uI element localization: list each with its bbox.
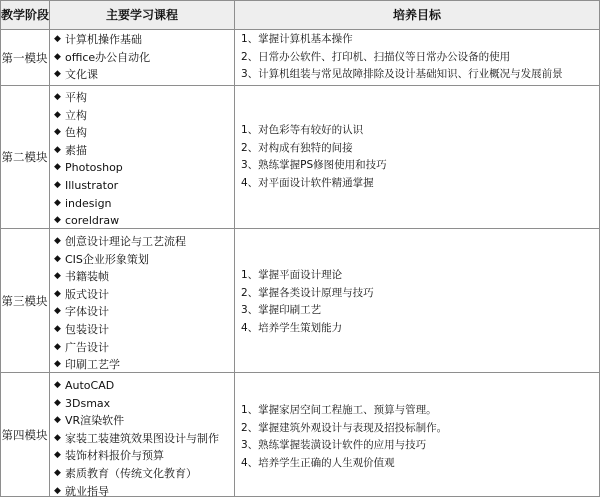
diamond-bullet-icon: ◆ [54,127,61,138]
goal-item: 2、日常办公软件、打印机、扫描仪等日常办公设备的使用 [241,50,511,63]
course-item: ◆ 素质教育（传统文化教育） [54,465,234,483]
border-header [0,29,600,30]
course-list-module-3 [54,233,234,374]
goal-item: 4、培养学生策划能力 [241,321,343,334]
diamond-bullet-icon: ◆ [54,179,61,190]
diamond-bullet-icon: ◆ [54,415,61,426]
diamond-bullet-icon: ◆ [54,341,61,352]
diamond-bullet-icon: ◆ [54,51,61,62]
course-item: ◆ 版式设计 [54,286,234,304]
diamond-bullet-icon: ◆ [54,109,61,120]
course-item: ◆ 平构 [54,89,234,107]
diamond-bullet-icon: ◆ [54,306,61,317]
diamond-bullet-icon: ◆ [54,485,61,496]
diamond-bullet-icon: ◆ [54,359,61,370]
diamond-bullet-icon: ◆ [54,271,61,282]
course-item: ◆ CIS企业形象策划 [54,251,234,269]
goal-item: 1、掌握计算机基本操作 [241,33,353,45]
course-item: ◆ 立构 [54,107,234,125]
border-row-1 [0,85,600,86]
diamond-bullet-icon: ◆ [54,215,61,226]
goal-item: 2、掌握各类设计原理与技巧 [241,286,374,299]
course-item: ◆ 书籍装帧 [54,268,234,286]
stage-label-module-4: 第四模块 [1,427,48,442]
diamond-bullet-icon: ◆ [54,397,61,408]
course-item: ◆ 字体设计 [54,303,234,321]
course-item: ◆ 家装工装建筑效果图设计与制作 [54,430,234,448]
course-item: ◆ coreldraw [54,212,234,230]
diamond-bullet-icon: ◆ [54,323,61,334]
stage-label-module-3: 第三模块 [1,293,48,308]
diamond-bullet-icon: ◆ [54,236,61,246]
goal-item: 4、对平面设计软件精通掌握 [241,176,374,189]
stage-label-module-2: 第二模块 [1,150,48,164]
course-item: ◆ 计算机操作基础 [54,31,234,49]
goal-item: 4、培养学生正确的人生观价值观 [241,456,395,469]
diamond-bullet-icon: ◆ [54,380,61,390]
border-col-1 [49,0,50,497]
goal-item: 3、熟练掌握PS修图使用和技巧 [241,159,387,172]
goal-item: 1、掌握家居空间工程施工、预算与管理。 [241,404,437,416]
course-item: ◆ 装饰材料报价与预算 [54,447,234,465]
goal-item: 2、对构成有独特的间接 [241,141,353,154]
course-list-module-1 [54,31,234,84]
goal-item: 3、计算机组装与常见故障排除及设计基础知识、行业概况与发展前景 [241,68,563,81]
course-item: ◆ 文化课 [54,66,234,84]
diamond-bullet-icon: ◆ [54,69,61,80]
course-item: ◆ VR渲染软件 [54,412,234,430]
course-item: ◆ Illustrator [54,177,234,195]
diamond-bullet-icon: ◆ [54,162,61,173]
diamond-bullet-icon: ◆ [54,467,61,478]
diamond-bullet-icon: ◆ [54,34,61,44]
course-item: ◆ office办公自动化 [54,49,234,67]
goal-item: 3、熟练掌握装潢设计软件的应用与技巧 [241,439,427,452]
course-item: ◆ indesign [54,195,234,213]
header-goals: 培养目标 [392,8,441,22]
diamond-bullet-icon: ◆ [54,288,61,299]
goal-list-module-4 [241,402,596,472]
header-courses: 主要学习课程 [105,8,178,22]
diamond-bullet-icon: ◆ [54,450,61,461]
goal-item: 3、掌握印刷工艺 [241,304,322,317]
goal-item: 1、对色彩等有较好的认识 [241,124,364,136]
course-item: ◆ 包装设计 [54,321,234,339]
diamond-bullet-icon: ◆ [54,144,61,155]
goal-list-module-3 [241,267,596,337]
goal-item: 2、掌握建筑外观设计与表现及招投标制作。 [241,421,448,434]
stage-label-module-1: 第一模块 [1,50,48,65]
course-item: ◆ 3Dsmax [54,395,234,413]
header-stage: 教学阶段 [1,8,50,22]
diamond-bullet-icon: ◆ [54,253,61,264]
goal-list-module-2 [241,122,596,192]
course-item: ◆ AutoCAD [54,377,234,395]
goal-item: 1、掌握平面设计理论 [241,269,343,281]
course-item: ◆ 素描 [54,142,234,160]
goal-list-module-1 [241,31,596,84]
course-item: ◆ 创意设计理论与工艺流程 [54,233,234,251]
diamond-bullet-icon: ◆ [54,92,61,102]
course-item: ◆ 印刷工艺学 [54,356,234,374]
course-list-module-2 [54,89,234,230]
course-list-module-4 [54,377,234,500]
diamond-bullet-icon: ◆ [54,432,61,443]
course-item: ◆ 色构 [54,124,234,142]
border-col-2 [234,0,235,497]
diamond-bullet-icon: ◆ [54,197,61,208]
course-item: ◆ 就业指导 [54,483,234,500]
course-item: ◆ 广告设计 [54,339,234,357]
course-item: ◆ Photoshop [54,159,234,177]
